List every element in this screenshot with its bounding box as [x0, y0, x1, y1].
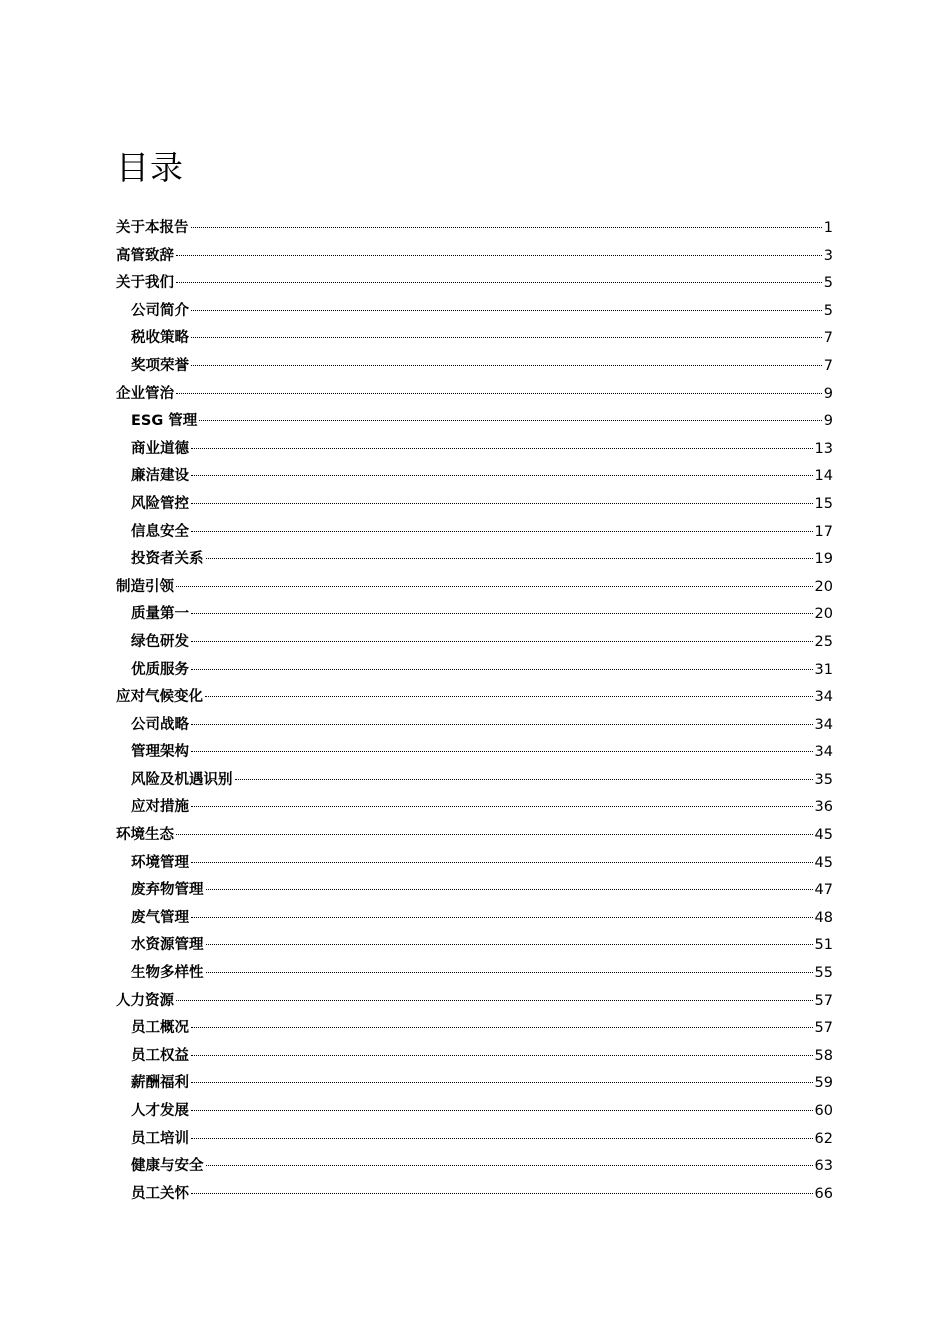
toc-entry-label: 废气管理 [131, 909, 189, 926]
toc-subsection-entry[interactable] [116, 519, 833, 547]
toc-entry-label: ESG 管理 [131, 413, 198, 430]
toc-subsection-entry[interactable] [116, 905, 833, 933]
toc-entry-label: 廉洁建设 [131, 468, 189, 485]
toc-subsection-entry[interactable] [116, 767, 833, 795]
toc-entry-label: 员工关怀 [131, 1185, 189, 1202]
dot-leader [176, 255, 822, 256]
toc-entry-page-number: 31 [814, 661, 833, 678]
toc-section-entry[interactable] [116, 574, 833, 602]
toc-section-entry[interactable] [116, 215, 833, 243]
toc-subsection-entry[interactable] [116, 298, 833, 326]
dot-leader [176, 586, 813, 587]
dot-leader [176, 834, 813, 835]
dot-leader [191, 1193, 813, 1194]
toc-entry-label: 关于本报告 [116, 220, 189, 236]
toc-entry-page-number: 57 [814, 1020, 833, 1037]
toc-subsection-entry[interactable] [116, 463, 833, 491]
toc-entry-page-number: 7 [823, 357, 833, 374]
toc-entry-page-number: 25 [814, 633, 833, 650]
toc-entry-label: 生物多样性 [131, 965, 204, 982]
toc-entry-label: 员工权益 [131, 1047, 189, 1064]
toc-subsection-entry[interactable] [116, 960, 833, 988]
toc-entry-label: 健康与安全 [131, 1158, 204, 1175]
toc-entry-page-number: 34 [814, 716, 833, 733]
page-title: 目录 [116, 148, 184, 187]
dot-leader [199, 420, 821, 421]
toc-entry-label: 信息安全 [131, 523, 189, 540]
dot-leader [191, 365, 822, 366]
toc-entry-page-number: 58 [814, 1047, 833, 1064]
toc-subsection-entry[interactable] [116, 491, 833, 519]
toc-section-entry[interactable] [116, 270, 833, 298]
toc-entry-page-number: 13 [814, 440, 833, 457]
toc-subsection-entry[interactable] [116, 794, 833, 822]
toc-subsection-entry[interactable] [116, 739, 833, 767]
dot-leader [191, 1055, 813, 1056]
toc-section-entry[interactable] [116, 243, 833, 271]
dot-leader [191, 669, 813, 670]
dot-leader [191, 227, 822, 228]
toc-entry-page-number: 66 [814, 1185, 833, 1202]
toc-entry-label: 人才发展 [131, 1103, 189, 1119]
toc-entry-page-number: 34 [814, 689, 833, 706]
dot-leader [176, 282, 822, 283]
dot-leader [191, 613, 813, 614]
dot-leader [191, 641, 813, 642]
toc-entry-label: 奖项荣誉 [131, 357, 189, 374]
dot-leader [191, 448, 813, 449]
toc-section-entry[interactable] [116, 988, 833, 1016]
dot-leader [206, 972, 813, 973]
toc-subsection-entry[interactable] [116, 1015, 833, 1043]
toc-entry-label: 环境管理 [131, 854, 189, 871]
toc-entry-label: 企业管治 [116, 385, 174, 402]
toc-entry-label: 薪酬福利 [131, 1075, 189, 1092]
toc-entry-page-number: 5 [823, 302, 833, 319]
toc-entry-page-number: 35 [814, 771, 833, 788]
dot-leader [206, 889, 813, 890]
toc-entry-page-number: 47 [814, 882, 833, 899]
toc-subsection-entry[interactable] [116, 850, 833, 878]
toc-entry-label: 风险及机遇识别 [131, 771, 233, 788]
toc-subsection-entry[interactable] [116, 932, 833, 960]
toc-subsection-entry[interactable] [116, 712, 833, 740]
toc-entry-page-number: 17 [814, 523, 833, 540]
toc-entry-page-number: 60 [814, 1103, 833, 1119]
toc-subsection-entry[interactable] [116, 1043, 833, 1071]
toc-entry-page-number: 62 [814, 1130, 833, 1147]
toc-subsection-entry[interactable] [116, 1153, 833, 1181]
toc-subsection-entry[interactable] [116, 353, 833, 381]
toc-entry-label: 投资者关系 [131, 551, 204, 568]
toc-subsection-entry[interactable] [116, 1098, 833, 1126]
toc-entry-page-number: 57 [814, 992, 833, 1009]
toc-entry-page-number: 55 [814, 965, 833, 982]
toc-section-entry[interactable] [116, 822, 833, 850]
dot-leader [191, 1138, 813, 1139]
toc-section-entry[interactable] [116, 684, 833, 712]
toc-subsection-entry[interactable] [116, 1126, 833, 1154]
toc-entry-page-number: 20 [814, 578, 833, 595]
toc-subsection-entry[interactable] [116, 436, 833, 464]
toc-section-entry[interactable] [116, 381, 833, 409]
toc-entry-page-number: 34 [814, 744, 833, 761]
toc-entry-label: 管理架构 [131, 744, 189, 761]
toc-entry-label: 公司简介 [131, 302, 189, 319]
toc-subsection-entry[interactable] [116, 546, 833, 574]
toc-entry-page-number: 36 [814, 799, 833, 816]
toc-entry-page-number: 1 [823, 220, 833, 236]
dot-leader [191, 1027, 813, 1028]
dot-leader [191, 862, 813, 863]
dot-leader [191, 1110, 813, 1111]
toc-entry-page-number: 20 [814, 606, 833, 623]
toc-entry-label: 绿色研发 [131, 633, 189, 650]
toc-entry-label: 水资源管理 [131, 937, 204, 954]
toc-entry-label: 税收策略 [131, 330, 189, 347]
toc-entry-page-number: 59 [814, 1075, 833, 1092]
toc-entry-label: 高管致辞 [116, 247, 174, 264]
toc-entry-page-number: 15 [814, 495, 833, 512]
toc-entry-label: 员工培训 [131, 1130, 189, 1147]
toc-entry-page-number: 9 [823, 413, 833, 430]
dot-leader [191, 1082, 813, 1083]
toc-entry-label: 员工概况 [131, 1020, 189, 1037]
toc-entry-label: 关于我们 [116, 275, 174, 292]
toc-subsection-entry[interactable] [116, 877, 833, 905]
toc-entry-label: 优质服务 [131, 661, 189, 678]
dot-leader [191, 917, 813, 918]
dot-leader [206, 944, 813, 945]
toc-entry-label: 公司战略 [131, 716, 189, 733]
dot-leader [205, 696, 813, 697]
dot-leader [206, 558, 813, 559]
toc-entry-label: 应对措施 [131, 799, 189, 816]
toc-entry-label: 应对气候变化 [116, 689, 203, 706]
dot-leader [191, 531, 813, 532]
dot-leader [191, 310, 822, 311]
toc-entry-label: 质量第一 [131, 606, 189, 623]
dot-leader [191, 475, 813, 476]
toc-entry-label: 制造引领 [116, 578, 174, 595]
toc-entry-page-number: 5 [823, 275, 833, 292]
toc-subsection-entry[interactable] [116, 408, 833, 436]
dot-leader [191, 806, 813, 807]
toc-entry-label: 商业道德 [131, 440, 189, 457]
toc-entry-label: 环境生态 [116, 827, 174, 844]
toc-entry-page-number: 9 [823, 385, 833, 402]
toc-entry-page-number: 45 [814, 854, 833, 871]
toc-entry-page-number: 19 [814, 551, 833, 568]
toc-entry-label: 风险管控 [131, 495, 189, 512]
toc-entry-page-number: 3 [823, 247, 833, 264]
dot-leader [176, 393, 822, 394]
dot-leader [191, 503, 813, 504]
dot-leader [206, 1165, 813, 1166]
toc-entry-page-number: 45 [814, 827, 833, 844]
dot-leader [235, 779, 813, 780]
dot-leader [191, 751, 813, 752]
table-of-contents [116, 215, 833, 1208]
toc-entry-page-number: 63 [814, 1158, 833, 1175]
toc-entry-page-number: 14 [814, 468, 833, 485]
toc-subsection-entry[interactable] [116, 629, 833, 657]
dot-leader [191, 724, 813, 725]
dot-leader [176, 1000, 813, 1001]
toc-subsection-entry[interactable] [116, 1181, 833, 1209]
toc-entry-page-number: 48 [814, 909, 833, 926]
dot-leader [191, 337, 822, 338]
toc-entry-label: 人力资源 [116, 992, 174, 1009]
toc-entry-page-number: 7 [823, 330, 833, 347]
toc-subsection-entry[interactable] [116, 601, 833, 629]
toc-subsection-entry[interactable] [116, 1070, 833, 1098]
toc-entry-label: 废弃物管理 [131, 882, 204, 899]
toc-entry-page-number: 51 [814, 937, 833, 954]
toc-subsection-entry[interactable] [116, 325, 833, 353]
toc-subsection-entry[interactable] [116, 657, 833, 685]
